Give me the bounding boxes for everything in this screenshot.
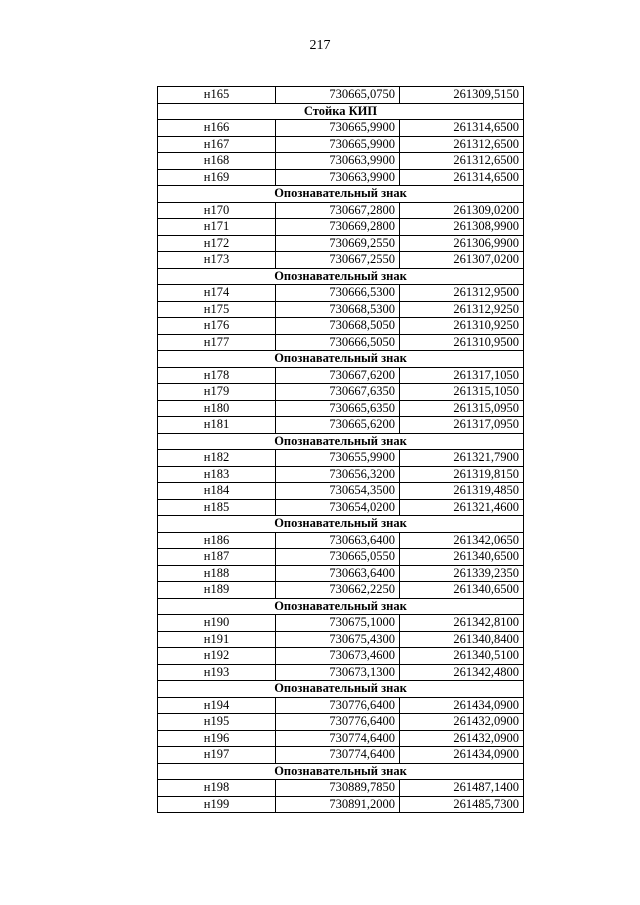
point-id-cell: н185: [158, 499, 276, 516]
point-id-cell: н171: [158, 219, 276, 236]
y-coordinate-cell: 261312,9250: [400, 301, 524, 318]
y-coordinate-cell: 261308,9900: [400, 219, 524, 236]
point-id-cell: н198: [158, 780, 276, 797]
y-coordinate-cell: 261314,6500: [400, 169, 524, 186]
table-row: [158, 697, 524, 714]
table-row: [158, 631, 524, 648]
y-coordinate-cell: 261314,6500: [400, 120, 524, 137]
y-coordinate-cell: 261310,9500: [400, 334, 524, 351]
x-coordinate-cell: 730665,6200: [276, 417, 400, 434]
point-id-cell: н199: [158, 796, 276, 813]
y-coordinate-cell: 261309,0200: [400, 202, 524, 219]
x-coordinate-cell: 730663,9900: [276, 169, 400, 186]
x-coordinate-cell: 730663,6400: [276, 532, 400, 549]
section-label: Опознавательный знак: [158, 598, 524, 615]
y-coordinate-cell: 261321,7900: [400, 450, 524, 467]
table-row: [158, 219, 524, 236]
table-row: [158, 252, 524, 269]
table-row: [158, 169, 524, 186]
coordinates-table-body: [158, 87, 524, 813]
x-coordinate-cell: 730666,5050: [276, 334, 400, 351]
table-row: [158, 235, 524, 252]
point-id-cell: н180: [158, 400, 276, 417]
table-row: [158, 730, 524, 747]
point-id-cell: н179: [158, 384, 276, 401]
x-coordinate-cell: 730891,2000: [276, 796, 400, 813]
point-id-cell: н182: [158, 450, 276, 467]
y-coordinate-cell: 261319,4850: [400, 483, 524, 500]
table-row: [158, 301, 524, 318]
y-coordinate-cell: 261487,1400: [400, 780, 524, 797]
y-coordinate-cell: 261312,6500: [400, 136, 524, 153]
section-header-row: [158, 351, 524, 368]
x-coordinate-cell: 730776,6400: [276, 697, 400, 714]
x-coordinate-cell: 730667,2800: [276, 202, 400, 219]
y-coordinate-cell: 261432,0900: [400, 730, 524, 747]
y-coordinate-cell: 261434,0900: [400, 697, 524, 714]
section-header-row: [158, 103, 524, 120]
y-coordinate-cell: 261342,0650: [400, 532, 524, 549]
point-id-cell: н196: [158, 730, 276, 747]
y-coordinate-cell: 261312,9500: [400, 285, 524, 302]
y-coordinate-cell: 261315,1050: [400, 384, 524, 401]
x-coordinate-cell: 730889,7850: [276, 780, 400, 797]
y-coordinate-cell: 261319,8150: [400, 466, 524, 483]
y-coordinate-cell: 261306,9900: [400, 235, 524, 252]
section-header-row: [158, 186, 524, 203]
table-row: [158, 367, 524, 384]
table-row: [158, 318, 524, 335]
point-id-cell: н181: [158, 417, 276, 434]
y-coordinate-cell: 261315,0950: [400, 400, 524, 417]
table-row: [158, 648, 524, 665]
y-coordinate-cell: 261432,0900: [400, 714, 524, 731]
point-id-cell: н178: [158, 367, 276, 384]
point-id-cell: н165: [158, 87, 276, 104]
table-row: [158, 714, 524, 731]
x-coordinate-cell: 730655,9900: [276, 450, 400, 467]
section-header-row: [158, 681, 524, 698]
table-row: [158, 582, 524, 599]
point-id-cell: н176: [158, 318, 276, 335]
y-coordinate-cell: 261340,6500: [400, 582, 524, 599]
x-coordinate-cell: 730665,9900: [276, 136, 400, 153]
x-coordinate-cell: 730673,1300: [276, 664, 400, 681]
y-coordinate-cell: 261309,5150: [400, 87, 524, 104]
point-id-cell: н169: [158, 169, 276, 186]
table-row: [158, 87, 524, 104]
point-id-cell: н168: [158, 153, 276, 170]
x-coordinate-cell: 730667,2550: [276, 252, 400, 269]
section-label: Опознавательный знак: [158, 268, 524, 285]
x-coordinate-cell: 730669,2800: [276, 219, 400, 236]
table-row: [158, 120, 524, 137]
table-row: [158, 565, 524, 582]
section-header-row: [158, 268, 524, 285]
point-id-cell: н183: [158, 466, 276, 483]
table-row: [158, 532, 524, 549]
x-coordinate-cell: 730667,6350: [276, 384, 400, 401]
x-coordinate-cell: 730668,5050: [276, 318, 400, 335]
table-row: [158, 450, 524, 467]
y-coordinate-cell: 261310,9250: [400, 318, 524, 335]
x-coordinate-cell: 730663,9900: [276, 153, 400, 170]
point-id-cell: н174: [158, 285, 276, 302]
section-label: Стойка КИП: [158, 103, 524, 120]
point-id-cell: н189: [158, 582, 276, 599]
point-id-cell: н170: [158, 202, 276, 219]
point-id-cell: н187: [158, 549, 276, 566]
point-id-cell: н166: [158, 120, 276, 137]
table-row: [158, 285, 524, 302]
table-row: [158, 334, 524, 351]
point-id-cell: н188: [158, 565, 276, 582]
x-coordinate-cell: 730776,6400: [276, 714, 400, 731]
table-row: [158, 747, 524, 764]
y-coordinate-cell: 261342,8100: [400, 615, 524, 632]
y-coordinate-cell: 261317,0950: [400, 417, 524, 434]
table-row: [158, 466, 524, 483]
point-id-cell: н177: [158, 334, 276, 351]
x-coordinate-cell: 730662,2250: [276, 582, 400, 599]
point-id-cell: н184: [158, 483, 276, 500]
x-coordinate-cell: 730774,6400: [276, 730, 400, 747]
point-id-cell: н186: [158, 532, 276, 549]
table-row: [158, 384, 524, 401]
page-number: 217: [309, 38, 331, 53]
section-header-row: [158, 516, 524, 533]
point-id-cell: н194: [158, 697, 276, 714]
y-coordinate-cell: 261340,5100: [400, 648, 524, 665]
coordinates-table: [157, 86, 524, 813]
section-header-row: [158, 598, 524, 615]
x-coordinate-cell: 730665,6350: [276, 400, 400, 417]
point-id-cell: н190: [158, 615, 276, 632]
x-coordinate-cell: 730654,3500: [276, 483, 400, 500]
section-header-row: [158, 433, 524, 450]
point-id-cell: н173: [158, 252, 276, 269]
table-row: [158, 483, 524, 500]
x-coordinate-cell: 730666,5300: [276, 285, 400, 302]
table-row: [158, 615, 524, 632]
y-coordinate-cell: 261340,6500: [400, 549, 524, 566]
x-coordinate-cell: 730668,5300: [276, 301, 400, 318]
table-row: [158, 153, 524, 170]
table-row: [158, 417, 524, 434]
table-row: [158, 549, 524, 566]
x-coordinate-cell: 730667,6200: [276, 367, 400, 384]
table-row: [158, 664, 524, 681]
y-coordinate-cell: 261321,4600: [400, 499, 524, 516]
y-coordinate-cell: 261340,8400: [400, 631, 524, 648]
point-id-cell: н191: [158, 631, 276, 648]
x-coordinate-cell: 730669,2550: [276, 235, 400, 252]
x-coordinate-cell: 730663,6400: [276, 565, 400, 582]
x-coordinate-cell: 730675,4300: [276, 631, 400, 648]
section-label: Опознавательный знак: [158, 763, 524, 780]
x-coordinate-cell: 730665,9900: [276, 120, 400, 137]
table-row: [158, 499, 524, 516]
table-row: [158, 796, 524, 813]
point-id-cell: н197: [158, 747, 276, 764]
point-id-cell: н175: [158, 301, 276, 318]
x-coordinate-cell: 730665,0750: [276, 87, 400, 104]
section-header-row: [158, 763, 524, 780]
table-row: [158, 400, 524, 417]
table-row: [158, 202, 524, 219]
table-row: [158, 780, 524, 797]
section-label: Опознавательный знак: [158, 516, 524, 533]
section-label: Опознавательный знак: [158, 433, 524, 450]
y-coordinate-cell: 261312,6500: [400, 153, 524, 170]
point-id-cell: н167: [158, 136, 276, 153]
y-coordinate-cell: 261342,4800: [400, 664, 524, 681]
y-coordinate-cell: 261485,7300: [400, 796, 524, 813]
x-coordinate-cell: 730675,1000: [276, 615, 400, 632]
section-label: Опознавательный знак: [158, 681, 524, 698]
y-coordinate-cell: 261434,0900: [400, 747, 524, 764]
table-row: [158, 136, 524, 153]
section-label: Опознавательный знак: [158, 186, 524, 203]
x-coordinate-cell: 730665,0550: [276, 549, 400, 566]
point-id-cell: н195: [158, 714, 276, 731]
y-coordinate-cell: 261317,1050: [400, 367, 524, 384]
point-id-cell: н192: [158, 648, 276, 665]
point-id-cell: н172: [158, 235, 276, 252]
x-coordinate-cell: 730673,4600: [276, 648, 400, 665]
point-id-cell: н193: [158, 664, 276, 681]
section-label: Опознавательный знак: [158, 351, 524, 368]
x-coordinate-cell: 730774,6400: [276, 747, 400, 764]
y-coordinate-cell: 261307,0200: [400, 252, 524, 269]
x-coordinate-cell: 730656,3200: [276, 466, 400, 483]
y-coordinate-cell: 261339,2350: [400, 565, 524, 582]
x-coordinate-cell: 730654,0200: [276, 499, 400, 516]
